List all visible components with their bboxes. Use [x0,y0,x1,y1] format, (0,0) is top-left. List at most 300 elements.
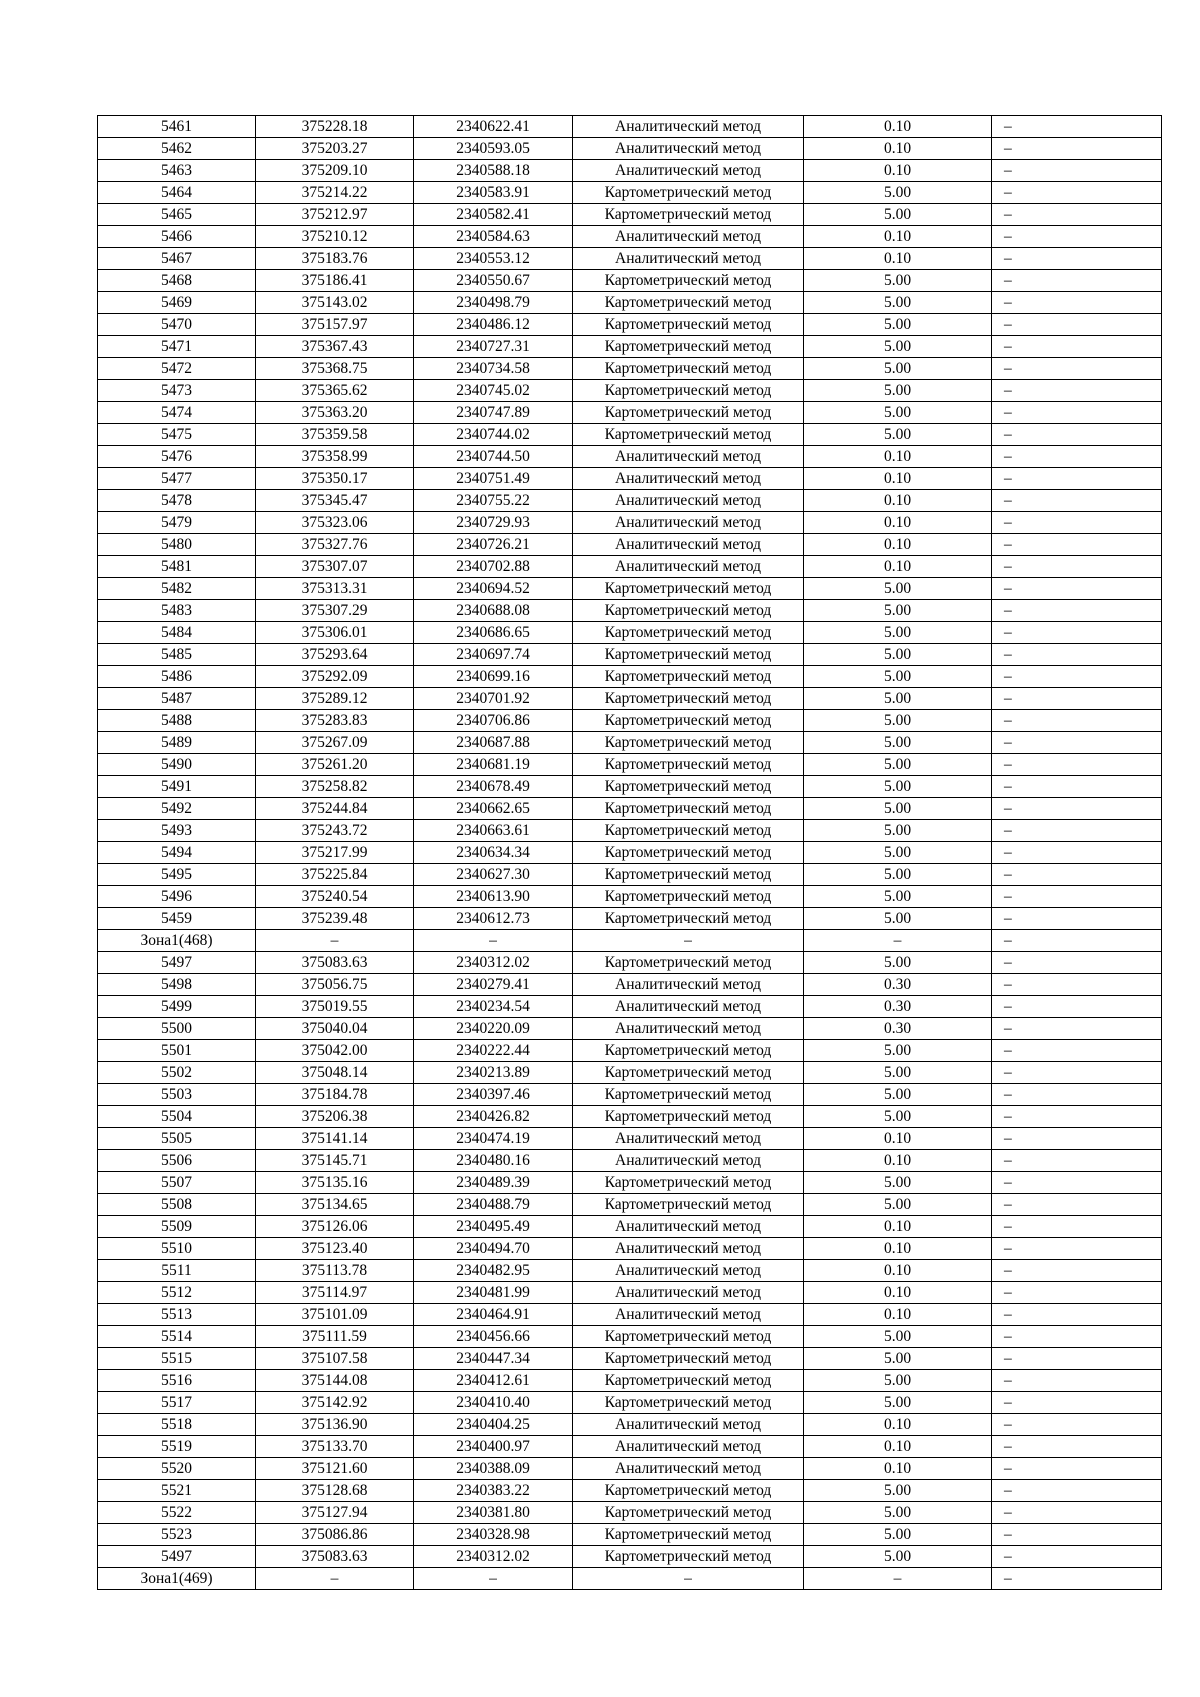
cell-x-coordinate: 375048.14 [256,1062,414,1084]
cell-y-coordinate: 2340744.50 [414,446,573,468]
cell-note: – [992,952,1162,974]
cell-note: – [992,886,1162,908]
cell-x-coordinate: 375143.02 [256,292,414,314]
cell-accuracy: 0.10 [804,116,992,138]
cell-point-number: 5478 [98,490,256,512]
cell-x-coordinate: 375307.29 [256,600,414,622]
table-row [98,534,1162,556]
table-row [98,1128,1162,1150]
cell-y-coordinate: 2340312.02 [414,952,573,974]
cell-method: Аналитический метод [573,1150,804,1172]
cell-y-coordinate: 2340744.02 [414,424,573,446]
cell-y-coordinate: 2340726.21 [414,534,573,556]
cell-note: – [992,732,1162,754]
cell-method: Аналитический метод [573,160,804,182]
cell-x-coordinate: 375367.43 [256,336,414,358]
cell-method: Картометрический метод [573,666,804,688]
table-row [98,1304,1162,1326]
table-row [98,622,1162,644]
cell-y-coordinate: 2340662.65 [414,798,573,820]
cell-x-coordinate: 375292.09 [256,666,414,688]
cell-accuracy: 5.00 [804,688,992,710]
cell-method: Аналитический метод [573,512,804,534]
cell-y-coordinate: 2340481.99 [414,1282,573,1304]
cell-x-coordinate: 375217.99 [256,842,414,864]
cell-y-coordinate: 2340727.31 [414,336,573,358]
table-row [98,864,1162,886]
cell-y-coordinate: 2340686.65 [414,622,573,644]
cell-accuracy: 5.00 [804,1392,992,1414]
cell-note: – [992,160,1162,182]
cell-accuracy: – [804,930,992,952]
cell-method: Аналитический метод [573,248,804,270]
cell-point-number: 5482 [98,578,256,600]
table-row [98,270,1162,292]
cell-y-coordinate: 2340588.18 [414,160,573,182]
cell-method: Картометрический метод [573,1480,804,1502]
cell-note: – [992,1392,1162,1414]
cell-y-coordinate: 2340687.88 [414,732,573,754]
cell-point-number: 5512 [98,1282,256,1304]
cell-point-number: 5498 [98,974,256,996]
cell-x-coordinate: 375126.06 [256,1216,414,1238]
cell-note: – [992,1172,1162,1194]
cell-accuracy: 0.10 [804,1260,992,1282]
cell-method: Картометрический метод [573,864,804,886]
cell-x-coordinate: 375184.78 [256,1084,414,1106]
cell-y-coordinate: – [414,930,573,952]
cell-point-number: 5516 [98,1370,256,1392]
cell-note: – [992,292,1162,314]
cell-x-coordinate: 375240.54 [256,886,414,908]
cell-point-number: 5519 [98,1436,256,1458]
cell-accuracy: 5.00 [804,1480,992,1502]
cell-method: Аналитический метод [573,468,804,490]
table-row [98,380,1162,402]
cell-method: Картометрический метод [573,1172,804,1194]
cell-x-coordinate: 375363.20 [256,402,414,424]
cell-accuracy: 0.30 [804,996,992,1018]
table-row [98,996,1162,1018]
cell-accuracy: 0.10 [804,1414,992,1436]
cell-method: Картометрический метод [573,314,804,336]
cell-note: – [992,248,1162,270]
cell-x-coordinate: 375350.17 [256,468,414,490]
cell-y-coordinate: 2340747.89 [414,402,573,424]
cell-method: Аналитический метод [573,446,804,468]
cell-x-coordinate: 375206.38 [256,1106,414,1128]
cell-y-coordinate: 2340751.49 [414,468,573,490]
cell-x-coordinate: 375186.41 [256,270,414,292]
cell-point-number: 5490 [98,754,256,776]
cell-x-coordinate: 375313.31 [256,578,414,600]
coordinates-table-body [98,116,1162,1590]
cell-y-coordinate: 2340634.34 [414,842,573,864]
cell-y-coordinate: – [414,1568,573,1590]
cell-point-number: 5497 [98,1546,256,1568]
cell-x-coordinate: – [256,930,414,952]
cell-y-coordinate: 2340328.98 [414,1524,573,1546]
cell-note: – [992,974,1162,996]
cell-point-number: 5505 [98,1128,256,1150]
cell-point-number: 5459 [98,908,256,930]
cell-accuracy: 5.00 [804,358,992,380]
cell-y-coordinate: 2340612.73 [414,908,573,930]
cell-x-coordinate: 375145.71 [256,1150,414,1172]
cell-note: – [992,226,1162,248]
cell-point-number: 5466 [98,226,256,248]
cell-y-coordinate: 2340582.41 [414,204,573,226]
table-row [98,776,1162,798]
cell-point-number: 5497 [98,952,256,974]
cell-y-coordinate: 2340494.70 [414,1238,573,1260]
cell-y-coordinate: 2340279.41 [414,974,573,996]
cell-x-coordinate: 375345.47 [256,490,414,512]
table-row [98,1524,1162,1546]
cell-x-coordinate: 375019.55 [256,996,414,1018]
cell-point-number: 5484 [98,622,256,644]
cell-point-number: 5471 [98,336,256,358]
cell-method: Картометрический метод [573,820,804,842]
cell-note: – [992,182,1162,204]
cell-accuracy: 5.00 [804,1370,992,1392]
cell-point-number: 5474 [98,402,256,424]
table-row [98,1238,1162,1260]
cell-x-coordinate: 375107.58 [256,1348,414,1370]
cell-accuracy: 5.00 [804,1172,992,1194]
coordinates-table [97,115,1162,1590]
cell-point-number: 5503 [98,1084,256,1106]
cell-y-coordinate: 2340702.88 [414,556,573,578]
cell-point-number: 5461 [98,116,256,138]
cell-y-coordinate: 2340213.89 [414,1062,573,1084]
cell-y-coordinate: 2340397.46 [414,1084,573,1106]
cell-point-number: 5487 [98,688,256,710]
cell-accuracy: 0.10 [804,446,992,468]
cell-y-coordinate: 2340699.16 [414,666,573,688]
cell-accuracy: 0.10 [804,490,992,512]
cell-accuracy: 0.10 [804,512,992,534]
table-row [98,226,1162,248]
cell-x-coordinate: 375258.82 [256,776,414,798]
cell-x-coordinate: 375114.97 [256,1282,414,1304]
cell-accuracy: 5.00 [804,798,992,820]
cell-x-coordinate: 375111.59 [256,1326,414,1348]
cell-y-coordinate: 2340412.61 [414,1370,573,1392]
cell-x-coordinate: – [256,1568,414,1590]
cell-point-number: 5479 [98,512,256,534]
cell-accuracy: 5.00 [804,1040,992,1062]
cell-accuracy: 5.00 [804,1194,992,1216]
table-row [98,1172,1162,1194]
cell-y-coordinate: 2340663.61 [414,820,573,842]
cell-note: – [992,1304,1162,1326]
cell-x-coordinate: 375239.48 [256,908,414,930]
cell-note: – [992,512,1162,534]
table-row [98,446,1162,468]
cell-accuracy: 5.00 [804,644,992,666]
cell-x-coordinate: 375056.75 [256,974,414,996]
cell-x-coordinate: 375086.86 [256,1524,414,1546]
cell-accuracy: 5.00 [804,1062,992,1084]
cell-point-number: 5493 [98,820,256,842]
cell-point-number: 5518 [98,1414,256,1436]
cell-accuracy: 0.10 [804,556,992,578]
table-row [98,292,1162,314]
cell-method: Картометрический метод [573,710,804,732]
cell-y-coordinate: 2340553.12 [414,248,573,270]
cell-note: – [992,1436,1162,1458]
cell-method: Картометрический метод [573,336,804,358]
cell-accuracy: 0.10 [804,1282,992,1304]
table-row [98,336,1162,358]
cell-y-coordinate: 2340400.97 [414,1436,573,1458]
table-row [98,358,1162,380]
cell-accuracy: 0.30 [804,974,992,996]
cell-y-coordinate: 2340688.08 [414,600,573,622]
table-row [98,1040,1162,1062]
cell-method: Аналитический метод [573,1436,804,1458]
cell-y-coordinate: 2340482.95 [414,1260,573,1282]
cell-note: – [992,336,1162,358]
cell-point-number: 5473 [98,380,256,402]
cell-point-number: 5462 [98,138,256,160]
cell-y-coordinate: 2340550.67 [414,270,573,292]
cell-note: – [992,1414,1162,1436]
table-row [98,182,1162,204]
cell-method: Аналитический метод [573,116,804,138]
cell-method: Аналитический метод [573,490,804,512]
cell-method: Картометрический метод [573,952,804,974]
cell-method: Картометрический метод [573,842,804,864]
cell-point-number: 5469 [98,292,256,314]
cell-y-coordinate: 2340488.79 [414,1194,573,1216]
cell-method: Картометрический метод [573,270,804,292]
cell-note: – [992,468,1162,490]
cell-note: – [992,930,1162,952]
cell-accuracy: 5.00 [804,666,992,688]
cell-x-coordinate: 375306.01 [256,622,414,644]
cell-method: Картометрический метод [573,732,804,754]
cell-y-coordinate: 2340234.54 [414,996,573,1018]
cell-accuracy: 5.00 [804,908,992,930]
cell-x-coordinate: 375212.97 [256,204,414,226]
cell-y-coordinate: 2340489.39 [414,1172,573,1194]
cell-point-number: 5488 [98,710,256,732]
cell-y-coordinate: 2340681.19 [414,754,573,776]
cell-note: – [992,380,1162,402]
cell-accuracy: 5.00 [804,204,992,226]
cell-point-number: 5475 [98,424,256,446]
cell-point-number: 5523 [98,1524,256,1546]
cell-accuracy: 0.10 [804,468,992,490]
table-row [98,1568,1162,1590]
cell-accuracy: 0.10 [804,1238,992,1260]
cell-method: Аналитический метод [573,226,804,248]
cell-point-number: 5509 [98,1216,256,1238]
cell-accuracy: 5.00 [804,1326,992,1348]
table-row [98,842,1162,864]
cell-accuracy: 0.30 [804,1018,992,1040]
cell-accuracy: 0.10 [804,1150,992,1172]
cell-y-coordinate: 2340701.92 [414,688,573,710]
table-row [98,930,1162,952]
cell-accuracy: 5.00 [804,732,992,754]
cell-accuracy: 0.10 [804,534,992,556]
cell-note: – [992,534,1162,556]
table-row [98,402,1162,424]
cell-point-number: 5521 [98,1480,256,1502]
cell-y-coordinate: 2340480.16 [414,1150,573,1172]
cell-method: Картометрический метод [573,1502,804,1524]
cell-accuracy: 5.00 [804,1502,992,1524]
cell-note: – [992,402,1162,424]
cell-method: Картометрический метод [573,1062,804,1084]
cell-method: Аналитический метод [573,996,804,1018]
cell-method: Аналитический метод [573,1414,804,1436]
cell-point-number: 5514 [98,1326,256,1348]
cell-y-coordinate: 2340388.09 [414,1458,573,1480]
cell-x-coordinate: 375210.12 [256,226,414,248]
cell-accuracy: 0.10 [804,1128,992,1150]
cell-method: Картометрический метод [573,600,804,622]
table-row [98,1084,1162,1106]
table-row [98,204,1162,226]
cell-x-coordinate: 375127.94 [256,1502,414,1524]
cell-note: – [992,622,1162,644]
cell-note: – [992,908,1162,930]
cell-point-number: 5465 [98,204,256,226]
cell-accuracy: 0.10 [804,1216,992,1238]
cell-note: – [992,600,1162,622]
cell-accuracy: 5.00 [804,952,992,974]
cell-x-coordinate: 375083.63 [256,1546,414,1568]
cell-method: Картометрический метод [573,182,804,204]
cell-accuracy: 5.00 [804,600,992,622]
cell-note: – [992,1106,1162,1128]
cell-y-coordinate: 2340404.25 [414,1414,573,1436]
cell-y-coordinate: 2340729.93 [414,512,573,534]
cell-y-coordinate: 2340474.19 [414,1128,573,1150]
cell-method: Картометрический метод [573,644,804,666]
cell-note: – [992,1260,1162,1282]
cell-note: – [992,138,1162,160]
cell-x-coordinate: 375293.64 [256,644,414,666]
cell-accuracy: 0.10 [804,1436,992,1458]
cell-method: Аналитический метод [573,138,804,160]
cell-method: Картометрический метод [573,886,804,908]
cell-note: – [992,996,1162,1018]
cell-method: Картометрический метод [573,754,804,776]
cell-point-number: 5494 [98,842,256,864]
cell-point-number: 5510 [98,1238,256,1260]
cell-y-coordinate: 2340222.44 [414,1040,573,1062]
cell-note: – [992,798,1162,820]
cell-point-number: 5485 [98,644,256,666]
cell-point-number: 5522 [98,1502,256,1524]
cell-x-coordinate: 375123.40 [256,1238,414,1260]
cell-x-coordinate: 375283.83 [256,710,414,732]
table-row [98,908,1162,930]
table-row [98,600,1162,622]
cell-x-coordinate: 375267.09 [256,732,414,754]
table-row [98,1150,1162,1172]
table-row [98,732,1162,754]
cell-accuracy: 5.00 [804,842,992,864]
cell-x-coordinate: 375214.22 [256,182,414,204]
cell-x-coordinate: 375128.68 [256,1480,414,1502]
cell-accuracy: 5.00 [804,1546,992,1568]
cell-note: – [992,1084,1162,1106]
cell-note: – [992,754,1162,776]
cell-accuracy: 5.00 [804,402,992,424]
cell-point-number: 5472 [98,358,256,380]
cell-note: – [992,1502,1162,1524]
table-row [98,1436,1162,1458]
cell-x-coordinate: 375327.76 [256,534,414,556]
cell-note: – [992,358,1162,380]
cell-y-coordinate: 2340464.91 [414,1304,573,1326]
cell-y-coordinate: 2340593.05 [414,138,573,160]
cell-x-coordinate: 375134.65 [256,1194,414,1216]
cell-method: Картометрический метод [573,578,804,600]
cell-method: Аналитический метод [573,1216,804,1238]
cell-point-number: 5507 [98,1172,256,1194]
cell-note: – [992,644,1162,666]
cell-method: Картометрический метод [573,402,804,424]
cell-x-coordinate: 375183.76 [256,248,414,270]
table-row [98,1480,1162,1502]
table-row [98,490,1162,512]
cell-y-coordinate: 2340584.63 [414,226,573,248]
cell-x-coordinate: 375144.08 [256,1370,414,1392]
cell-note: – [992,578,1162,600]
cell-x-coordinate: 375157.97 [256,314,414,336]
table-row [98,1370,1162,1392]
cell-point-number: 5520 [98,1458,256,1480]
cell-point-number: 5517 [98,1392,256,1414]
cell-x-coordinate: 375121.60 [256,1458,414,1480]
cell-point-number: 5500 [98,1018,256,1040]
table-row [98,116,1162,138]
table-row [98,248,1162,270]
cell-method: Аналитический метод [573,974,804,996]
cell-method: – [573,1568,804,1590]
table-row [98,754,1162,776]
cell-accuracy: 0.10 [804,138,992,160]
cell-note: – [992,1040,1162,1062]
cell-method: Картометрический метод [573,1370,804,1392]
table-row [98,160,1162,182]
cell-note: – [992,666,1162,688]
cell-accuracy: 5.00 [804,776,992,798]
table-row [98,1062,1162,1084]
cell-method: – [573,930,804,952]
table-row [98,556,1162,578]
cell-point-number: 5502 [98,1062,256,1084]
table-row [98,138,1162,160]
cell-note: – [992,424,1162,446]
cell-point-number: 5496 [98,886,256,908]
cell-point-number: 5492 [98,798,256,820]
cell-y-coordinate: 2340426.82 [414,1106,573,1128]
cell-note: – [992,204,1162,226]
cell-point-number: 5470 [98,314,256,336]
cell-method: Картометрический метод [573,798,804,820]
cell-y-coordinate: 2340486.12 [414,314,573,336]
cell-point-number: 5504 [98,1106,256,1128]
cell-point-number: 5508 [98,1194,256,1216]
